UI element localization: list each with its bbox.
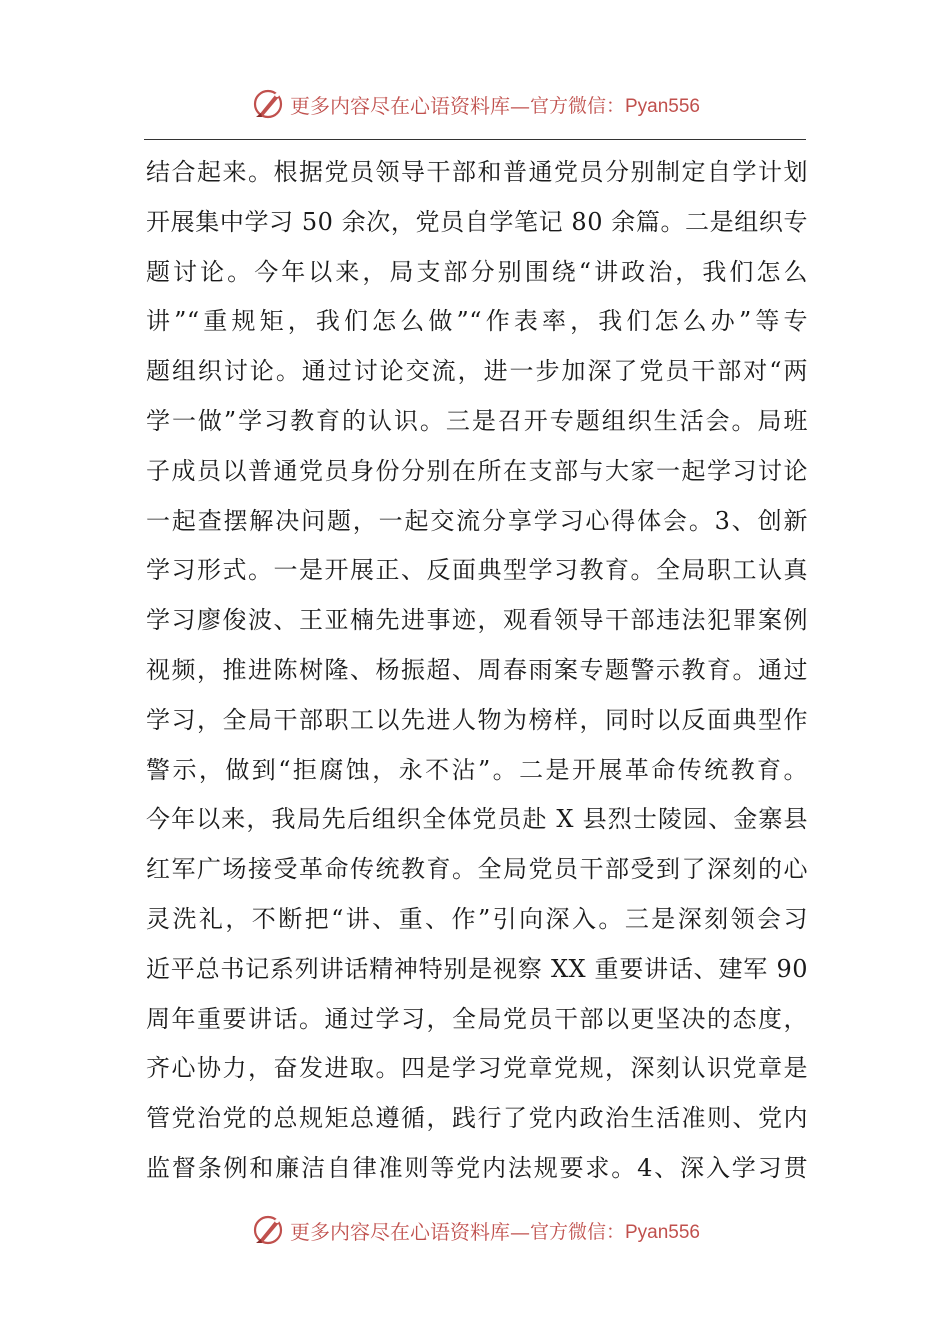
body-line: 学习，全局干部职工以先进人物为榜样，同时以反面典型作 [146,705,808,734]
body-line: 子成员以普通党员身份分别在所在支部与大家一起学习讨论 [146,456,808,485]
document-body [146,148,808,1194]
watermark-site-text: 更多内容尽在心语资料库— [289,1219,530,1244]
watermark-site-text: 更多内容尽在心语资料库— [289,93,530,118]
body-line: 今年以来，我局先后组织全体党员赴 X 县烈士陵园、金寨县 [146,805,808,834]
body-line: 题讨论。今年以来，局支部分别围绕“讲政治，我们怎么 [146,257,808,286]
body-line: 灵洗礼，不断把“讲、重、作”引向深入。三是深刻领会习 [146,904,808,933]
body-line: 开展集中学习 50 余次，党员自学笔记 80 余篇。二是组织专 [146,207,808,236]
footer-watermark [0,1210,950,1250]
body-line: 题组织讨论。通过讨论交流，进一步加深了党员干部对“两 [146,357,808,386]
pen-nib-circle-icon [250,1212,286,1248]
body-line: 学习廖俊波、王亚楠先进事迹，观看领导干部违法犯罪案例 [146,606,808,635]
body-line: 周年重要讲话。通过学习，全局党员干部以更坚决的态度， [146,1004,808,1033]
body-line: 视频，推进陈树隆、杨振超、周春雨案专题警示教育。通过 [146,655,808,684]
body-line: 红军广场接受革命传统教育。全局党员干部受到了深刻的心 [146,855,808,884]
body-line: 讲”“重规矩，我们怎么做”“作表率，我们怎么办”等专 [146,307,808,336]
body-line: 监督条例和廉洁自律准则等党内法规要求。4、深入学习贯 [146,1153,808,1182]
body-line: 学习形式。一是开展正、反面典型学习教育。全局职工认真 [146,556,808,585]
body-line: 结合起来。根据党员领导干部和普通党员分别制定自学计划 [146,158,808,186]
watermark-contact-text: 官方微信：Pyan556 [529,95,700,117]
body-line: 管党治党的总规矩总遵循，践行了党内政治生活准则、党内 [146,1104,808,1133]
header-divider [144,139,806,140]
pen-nib-circle-icon [250,86,286,122]
body-line: 学一做”学习教育的认识。三是召开专题组织生活会。局班 [146,406,808,435]
body-line: 近平总书记系列讲话精神特别是视察 XX 重要讲话、建军 90 [146,954,808,983]
watermark-contact-text: 官方微信：Pyan556 [529,1221,700,1243]
body-line: 警示，做到“拒腐蚀，永不沾”。二是开展革命传统教育。 [146,755,808,784]
body-line: 齐心协力，奋发进取。四是学习党章党规，深刻认识党章是 [146,1054,808,1083]
body-line: 一起查摆解决问题，一起交流分享学习心得体会。3、创新 [146,506,808,535]
header-watermark [0,84,950,124]
